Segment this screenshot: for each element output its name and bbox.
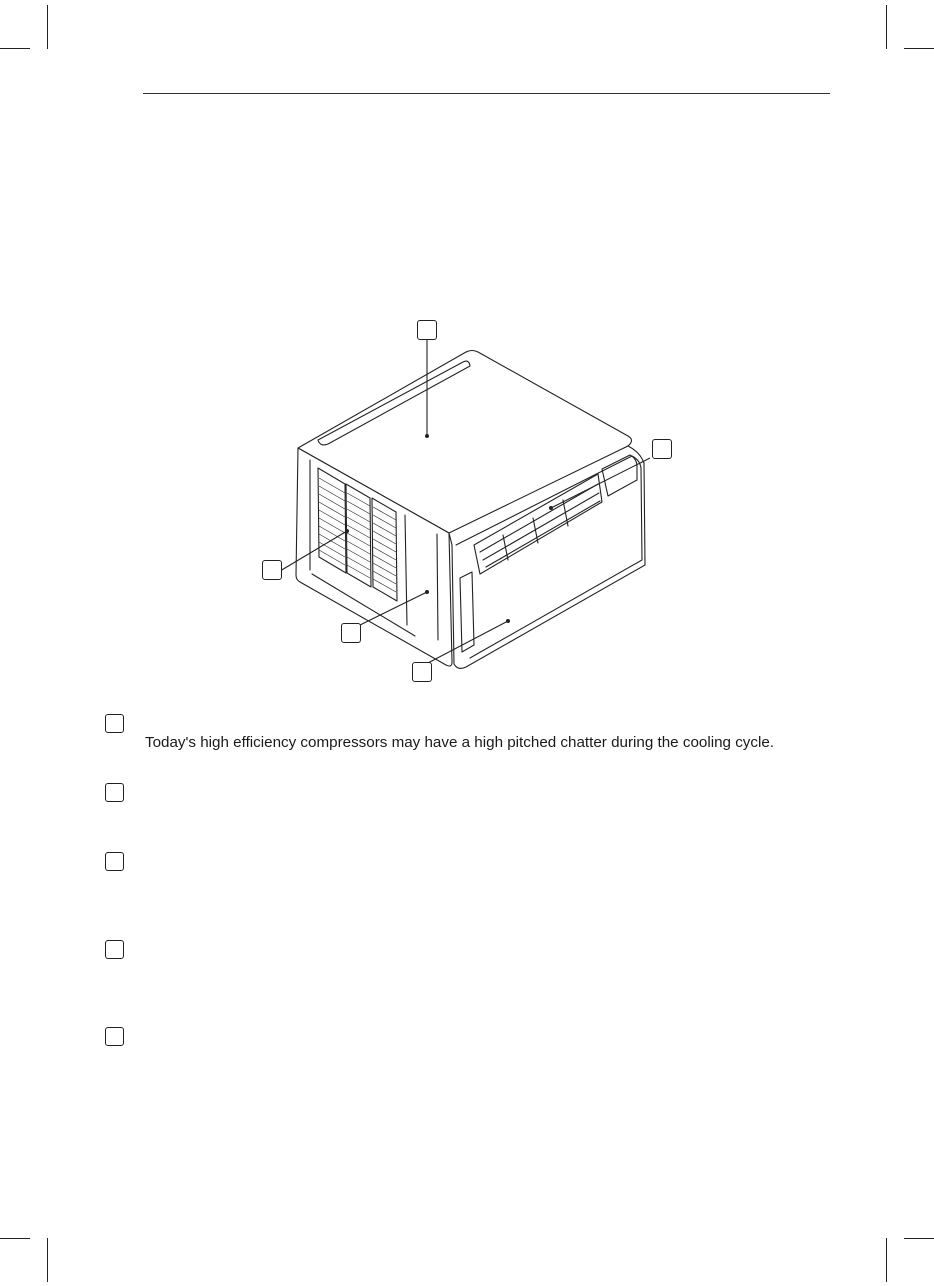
description-item xyxy=(105,783,845,823)
item-marker xyxy=(105,852,124,871)
crop-mark xyxy=(886,1238,887,1282)
callout-marker xyxy=(262,560,282,580)
crop-mark xyxy=(0,1238,30,1239)
item-marker xyxy=(105,714,124,733)
description-item xyxy=(105,940,845,980)
crop-mark xyxy=(904,1238,934,1239)
callout-marker xyxy=(341,623,361,643)
crop-mark xyxy=(47,1238,48,1282)
description-item xyxy=(105,852,845,892)
item-marker xyxy=(105,1027,124,1046)
description-item xyxy=(105,714,845,762)
description-item xyxy=(105,1027,845,1067)
item-marker xyxy=(105,940,124,959)
callout-marker xyxy=(417,320,437,340)
callout-marker xyxy=(652,439,672,459)
item-marker xyxy=(105,783,124,802)
callout-marker xyxy=(412,662,432,682)
item-text: Today's high efficiency compressors may have a high pitched chatter during the cooling cycle. xyxy=(145,734,775,751)
